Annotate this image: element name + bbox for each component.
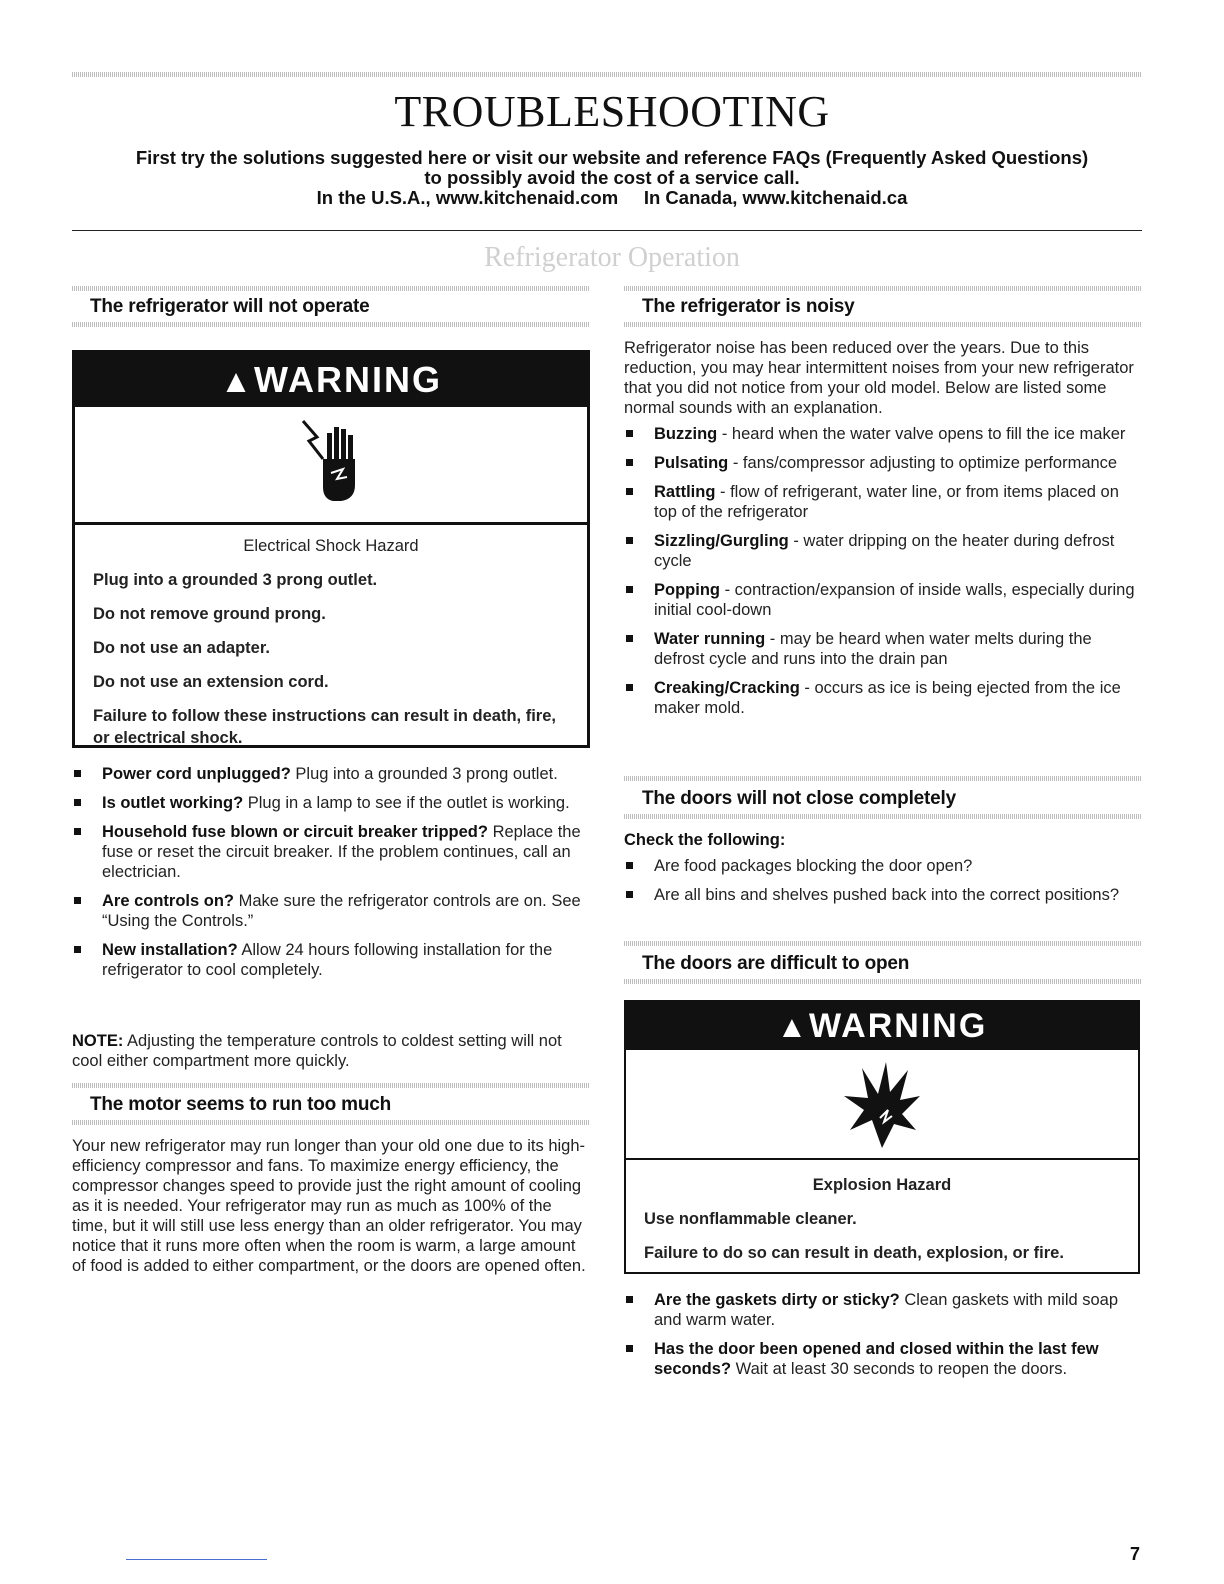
list-item: Is outlet working? Plug in a lamp to see if the outlet is working. <box>72 793 590 813</box>
warning-line: Do not remove ground prong. <box>93 605 326 623</box>
heading-motor: The motor seems to run too much <box>90 1094 391 1115</box>
check-following: Check the following: <box>624 831 786 849</box>
list-item: Popping - contraction/expansion of inside walls, especially during initial cool-down <box>624 580 1142 620</box>
intro-line-2: to possibly avoid the cost of a service call. <box>424 167 800 188</box>
noisy-rule-bottom <box>624 322 1142 327</box>
explosion-warning-text <box>626 1160 1138 1264</box>
motor-rule-bottom <box>72 1120 590 1125</box>
list-item: Buzzing - heard when the water valve opens to fill the ice maker <box>624 424 1142 444</box>
header-rule <box>72 230 1142 231</box>
list-item: Are all bins and shelves pushed back into the correct positions? <box>624 885 1142 905</box>
warning-line: Use nonflammable cleaner. <box>644 1210 857 1228</box>
list-item: Are the gaskets dirty or sticky? Clean gaskets with mild soap and warm water. <box>624 1290 1142 1330</box>
list-item: Sizzling/Gurgling - water dripping on the heater during defrost cycle <box>624 531 1142 571</box>
heading-not-operate: The refrigerator will not operate <box>90 296 370 317</box>
list-item: Water running - may be heard when water melts during the defrost cycle and runs into the drain pan <box>624 629 1142 669</box>
electrical-shock-hand-icon <box>301 415 361 505</box>
left-rule-top <box>72 286 590 291</box>
doors-close-rule-top <box>624 776 1142 781</box>
footer-link-line <box>126 1559 267 1560</box>
heading-doors-open: The doors are difficult to open <box>642 953 910 974</box>
electrical-warning-box <box>72 350 590 748</box>
list-item: Household fuse blown or circuit breaker tripped? Replace the fuse or reset the circuit breaker. If the problem continues, call an electrician. <box>72 822 590 882</box>
explosion-warning-box <box>624 1000 1140 1274</box>
noisy-paragraph: Refrigerator noise has been reduced over the years. Due to this reduction, you may hear intermittent noises from your new refrigerator that you did not notice from your old model. Below are listed some normal sounds with an explanation. <box>624 339 1134 417</box>
warning-triangle-icon: ▲ <box>219 363 255 399</box>
doors-open-bullets <box>624 1290 1142 1388</box>
warning-banner-text: WARNING <box>254 359 443 400</box>
warning-icon-area <box>75 407 587 525</box>
heading-doors-close: The doors will not close completely <box>642 788 956 809</box>
motor-rule-top <box>72 1083 590 1088</box>
list-item: Pulsating - fans/compressor adjusting to optimize performance <box>624 453 1142 473</box>
not-operate-bullets <box>72 764 590 989</box>
warning-triangle-icon: ▲ <box>776 1010 809 1044</box>
doors-open-rule-bottom <box>624 979 1142 984</box>
warning-banner-text: WARNING <box>808 1007 988 1045</box>
warning-banner <box>626 1002 1138 1050</box>
explosion-hazard-icon <box>842 1060 922 1150</box>
top-dotted-rule <box>72 72 1142 77</box>
note-label: NOTE: <box>72 1032 124 1050</box>
list-item: Are controls on? Make sure the refrigerator controls are on. See “Using the Controls.” <box>72 891 590 931</box>
doors-close-bullets <box>624 856 1142 914</box>
heading-noisy: The refrigerator is noisy <box>642 296 855 317</box>
noisy-rule-top <box>624 286 1142 291</box>
list-item: Are food packages blocking the door open? <box>624 856 1142 876</box>
page-number: 7 <box>1129 1544 1140 1564</box>
note-paragraph <box>72 1031 590 1071</box>
doors-open-rule-top <box>624 941 1142 946</box>
hazard-title: Electrical Shock Hazard <box>243 537 419 555</box>
doors-close-rule-bottom <box>624 814 1142 819</box>
warning-banner <box>75 353 587 407</box>
warning-line: Plug into a grounded 3 prong outlet. <box>93 571 378 589</box>
electrical-warning-text <box>75 525 587 749</box>
hazard-title: Explosion Hazard <box>812 1176 952 1194</box>
list-item: Power cord unplugged? Plug into a grounded 3 prong outlet. <box>72 764 590 784</box>
left-rule-bottom <box>72 322 590 327</box>
warning-line: Failure to follow these instructions can result in death, fire, or electrical shock. <box>93 707 556 747</box>
warning-line: Do not use an adapter. <box>93 639 270 657</box>
list-item: Has the door been opened and closed within the last few seconds? Wait at least 30 seconds to reopen the doors. <box>624 1339 1142 1379</box>
intro-line-1: First try the solutions suggested here or visit our website and reference FAQs (Frequently Asked Questions) <box>135 147 1089 168</box>
list-item: Rattling - flow of refrigerant, water line, or from items placed on top of the refrigerator <box>624 482 1142 522</box>
list-item: Creaking/Cracking - occurs as ice is being ejected from the ice maker mold. <box>624 678 1142 718</box>
section-title: Refrigerator Operation <box>484 242 740 273</box>
noisy-bullets <box>624 424 1142 727</box>
note-text: Adjusting the temperature controls to coldest setting will not cool either compartment more quickly. <box>72 1032 562 1070</box>
warning-line: Do not use an extension cord. <box>93 673 329 691</box>
intro-line-3: In the U.S.A., www.kitchenaid.com In Canada, www.kitchenaid.ca <box>316 187 908 208</box>
warning-icon-area <box>626 1050 1138 1160</box>
warning-line: Failure to do so can result in death, explosion, or fire. <box>644 1244 1064 1262</box>
motor-paragraph: Your new refrigerator may run longer than your old one due to its high-efficiency compressor and fans. To maximize energy efficiency, the compressor changes speed to provide just the right amount of cooling as it is needed. Your refrigerator may run as much as 100% of the time, but it will still use less energy than an older refrigerator. You may notice that it runs more often when the room is warm, a large amount of food is added to either compartment, or the doors are opened often. <box>72 1137 586 1275</box>
list-item: New installation? Allow 24 hours following installation for the refrigerator to cool completely. <box>72 940 590 980</box>
page-title: TROUBLESHOOTING <box>394 87 830 136</box>
